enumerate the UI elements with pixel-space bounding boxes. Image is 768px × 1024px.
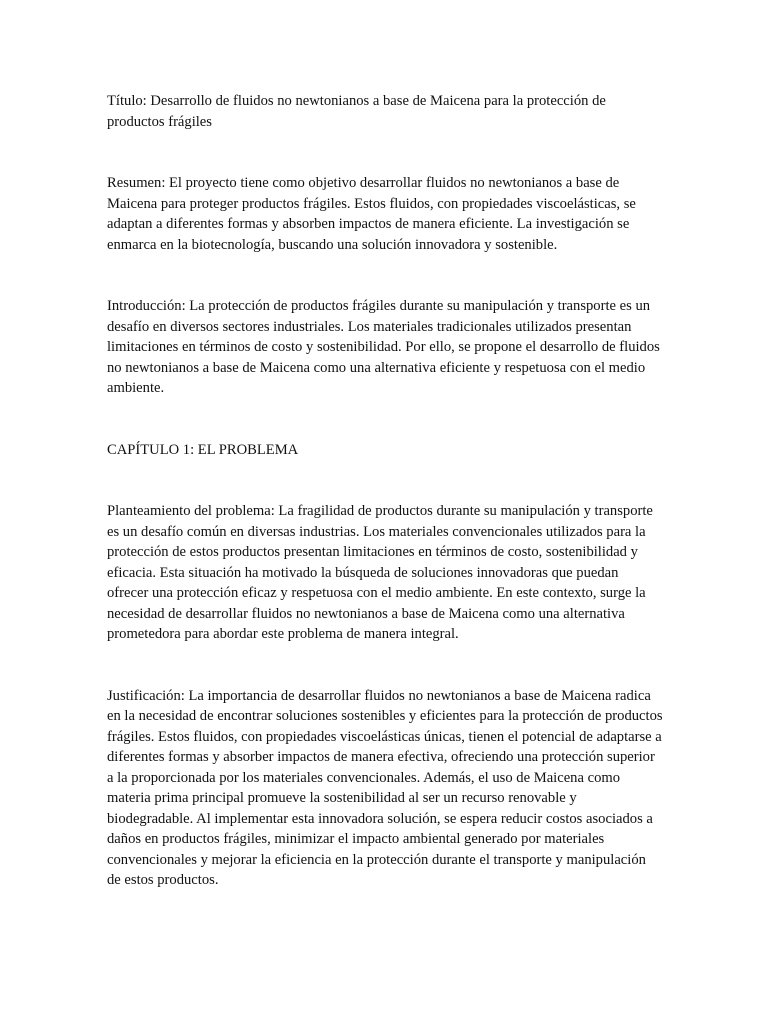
problem-statement-paragraph: Planteamiento del problema: La fragilidad de productos durante su manipulación y transporte es un desafío común en diversas industrias. Los materiales convencionales utilizados para la protección de estos productos presentan limitaciones en términos de costo, sostenibilidad y eficacia. Esta situación ha motivado la búsqueda de soluciones innovadoras que puedan ofrecer una protección eficaz y respetuosa con el medio ambiente. En este contexto, surge la necesidad de desarrollar fluidos no newtonianos a base de Maicena como una alternativa prometedora para abordar este problema de manera integral.: [107, 503, 653, 642]
abstract-paragraph: Resumen: El proyecto tiene como objetivo desarrollar fluidos no newtonianos a base de Maicena para proteger productos frágiles. Estos fluidos, con propiedades viscoelásticas, se adaptan a diferentes formas y absorben impactos de manera eficiente. La investigación se enmarca en la biotecnología, buscando una solución innovadora y sostenible.: [107, 175, 636, 253]
document-title: Título: Desarrollo de fluidos no newtonianos a base de Maicena para la protección de productos frágiles: [107, 93, 606, 130]
justification-paragraph: Justificación: La importancia de desarrollar fluidos no newtonianos a base de Maicena radica en la necesidad de encontrar soluciones sostenibles y eficientes para la protección de productos frágiles. Estos fluidos, con propiedades viscoelásticas únicas, tienen el potencial de adaptarse a diferentes formas y absorber impactos de manera efectiva, ofreciendo una protección superior a la proporcionada por los materiales convencionales. Además, el uso de Maicena como materia prima principal promueve la sostenibilidad al ser un recurso renovable y biodegradable. Al implementar esta innovadora solución, se espera reducir costos asociados a daños en productos frágiles, minimizar el impacto ambiental generado por materiales convencionales y mejorar la eficiencia en la protección durante el transporte y manipulación de estos productos.: [107, 687, 663, 888]
introduction-paragraph: Introducción: La protección de productos frágiles durante su manipulación y transporte es un desafío en diversos sectores industriales. Los materiales tradicionales utilizados presentan limitaciones en términos de costo y sostenibilidad. Por ello, se propone el desarrollo de fluidos no newtonianos a base de Maicena como una alternativa eficiente y respetuosa con el medio ambiente.: [107, 298, 660, 396]
chapter-heading: CAPÍTULO 1: EL PROBLEMA: [107, 441, 299, 458]
document-body: [107, 91, 663, 891]
